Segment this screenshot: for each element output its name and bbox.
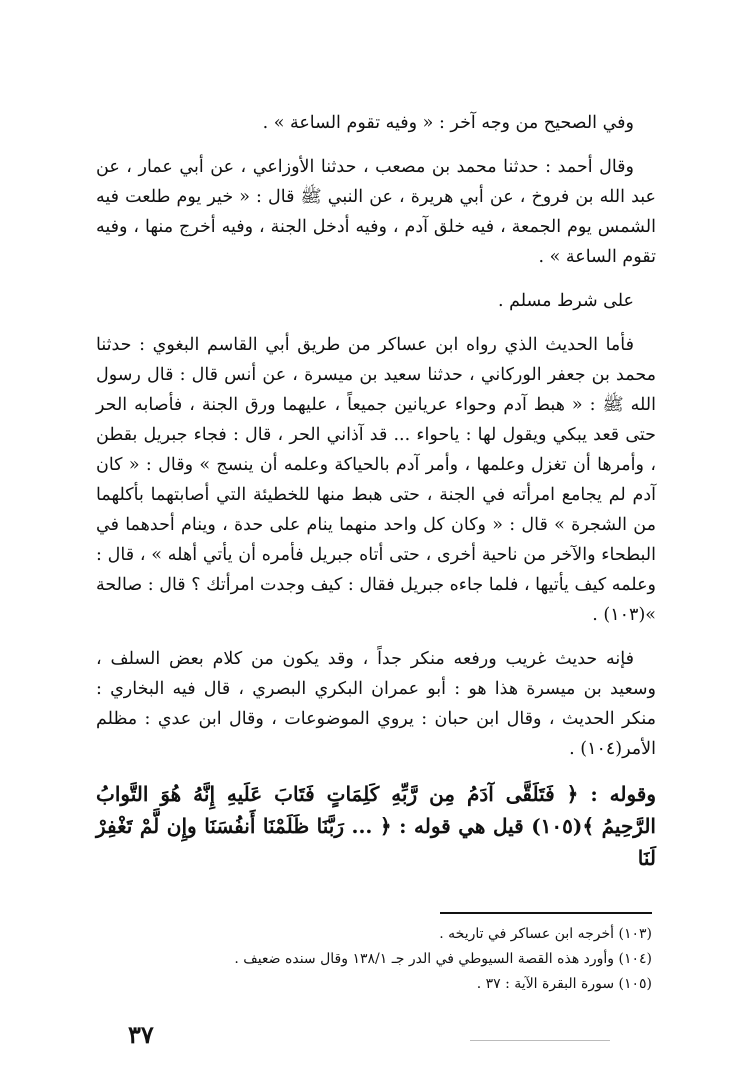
- footnote-103: (١٠٣) أخرجه ابن عساكر في تاريخه .: [439, 926, 652, 942]
- footnote-104: (١٠٤) وأورد هذه القصة السيوطي في الدر جـ ١٣٨/١ وقال سنده ضعيف .: [234, 951, 652, 967]
- paragraph-5-text: فإنه حديث غريب ورفعه منكر جداً ، وقد يكون من كلام بعض السلف ، وسعيد بن ميسرة هذا هو : أبو عمران البكري البصري ، قال فيه البخاري : منكر الحديث ، وقال ابن حبان : يروي الموضوعات ، وقال ابن عدي : مظلم الأمر(١٠٤) .: [96, 649, 656, 759]
- quran-paragraph-text: وقوله : ﴿ فَتَلَقَّى آدَمُ مِن رَّبِّهِ كَلِمَاتٍ فَتَابَ عَلَيهِ إِنَّهُ هُوَ التَّوابُ الرَّحِيمُ ﴾(١٠٥) قيل هي قوله : ﴿ ... رَبَّنَا ظَلَمْنَا أَنفُسَنَا وإِن لَّمْ تَغْفِرْ لَنَا: [96, 782, 656, 870]
- footnote-separator: [440, 912, 652, 914]
- paragraph-3-text: على شرط مسلم .: [497, 291, 634, 311]
- paragraph-4-text: فأما الحديث الذي رواه ابن عساكر من طريق أبي القاسم البغوي : حدثنا محمد بن جعفر الوركاني ، حدثنا سعيد بن ميسرة ، عن أنس قال : قال رسول الله ﷺ : « هبط آدم وحواء عريانين جميعاً ، عليهما ورق الجنة ، فأصابه الحر حتى قعد يبكي ويقول لها : ياحواء ... قد آذاني الحر ، قال : فجاء جبريل بقطن ، وأمرها أن تغزل وعلمها ، وأمر آدم بالحياكة وعلمه أن ينسج » وقال : « كان آدم لم يجامع امرأته في الجنة ، حتى هبط منها للخطيئة التي أصابتهما بأكلهما من الشجرة » قال : « وكان كل واحد منهما ينام على حدة ، وينام أحدهما في البطحاء والآخر من ناحية أخرى ، حتى أتاه جبريل فأمره أن يأتي أهله » ، قال : وعلمه كيف يأتيها ، فلما جاءه جبريل فقال : كيف وجدت امرأتك ؟ قال : صالحة »(١٠٣) .: [96, 335, 656, 625]
- paragraph-2-text: وقال أحمد : حدثنا محمد بن مصعب ، حدثنا الأوزاعي ، عن أبي عمار ، عن عبد الله بن فروخ ، عن أبي هريرة ، عن النبي ﷺ قال : « خير يوم طلعت فيه الشمس يوم الجمعة ، فيه خلق آدم ، وفيه أدخل الجنة ، وفيه أخرج منها ، وفيه تقوم الساعة » .: [96, 157, 656, 267]
- bottom-divider: [470, 1040, 610, 1041]
- paragraph-3: [96, 286, 656, 316]
- paragraph-5: [96, 644, 656, 764]
- footnote-105: (١٠٥) سورة البقرة الآية : ٣٧ .: [476, 976, 652, 992]
- paragraph-1-text: وفي الصحيح من وجه آخر : « وفيه تقوم الساعة » .: [262, 113, 634, 133]
- footnotes: [120, 922, 652, 997]
- quran-paragraph: [96, 778, 656, 874]
- paragraph-4: [96, 330, 656, 630]
- page-body: [96, 108, 656, 874]
- paragraph-1: [96, 108, 656, 138]
- page-number: ٣٧: [128, 1020, 154, 1049]
- paragraph-2: [96, 152, 656, 272]
